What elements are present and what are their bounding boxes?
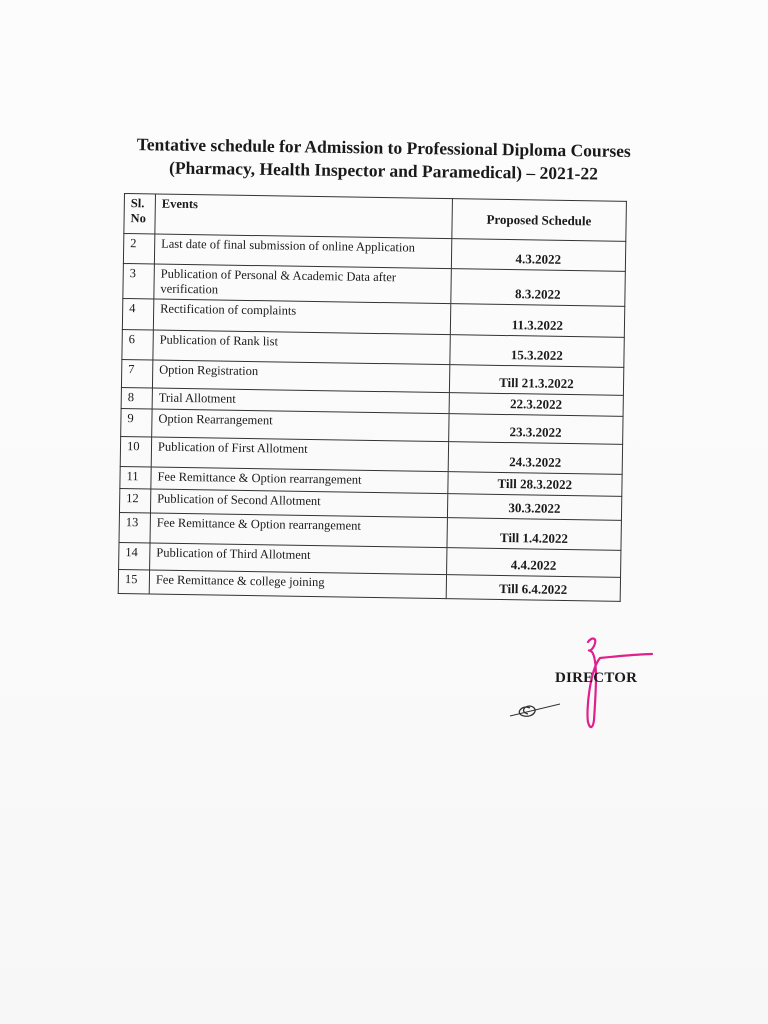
row-sl-no: 11 (120, 466, 151, 488)
row-date: Till 6.4.2022 (446, 575, 621, 602)
row-event: Publication of Rank list (153, 330, 450, 365)
row-date: 4.3.2022 (451, 239, 626, 272)
row-event: Publication of Second Allotment (150, 489, 447, 518)
row-sl-no: 3 (123, 263, 155, 298)
row-event: Last date of final submission of online Application (154, 234, 451, 269)
row-date: Till 21.3.2022 (449, 365, 624, 396)
header-events: Events (155, 194, 452, 239)
row-event: Rectification of complaints (153, 299, 450, 335)
row-date: 30.3.2022 (447, 494, 622, 521)
title-line-1: Tentative schedule for Admission to Professional Diploma Courses (136, 134, 631, 161)
document-title (59, 132, 708, 187)
row-date: 22.3.2022 (449, 393, 624, 417)
row-date: 24.3.2022 (448, 442, 623, 475)
schedule-table-container (118, 193, 627, 602)
row-date: Till 28.3.2022 (447, 472, 622, 497)
row-event: Option Rearrangement (152, 409, 449, 442)
row-sl-no: 9 (121, 408, 152, 436)
row-sl-no: 8 (121, 387, 152, 408)
row-sl-no: 12 (119, 488, 150, 512)
row-sl-no: 13 (119, 512, 150, 542)
row-date: 15.3.2022 (450, 335, 625, 368)
row-sl-no: 14 (119, 542, 150, 569)
row-sl-no: 6 (122, 329, 153, 359)
header-proposed-schedule: Proposed Schedule (451, 199, 626, 242)
row-event: Trial Allotment (152, 388, 449, 414)
row-sl-no: 10 (120, 436, 151, 466)
row-sl-no: 15 (118, 569, 149, 593)
row-sl-no: 4 (122, 298, 153, 329)
schedule-table (118, 193, 627, 602)
row-event: Publication of Personal & Academic Data after verification (154, 264, 451, 304)
director-designation: DIRECTOR (555, 670, 638, 686)
row-event: Publication of Third Allotment (150, 543, 447, 575)
row-date: 8.3.2022 (450, 269, 625, 307)
row-event: Publication of First Allotment (151, 437, 448, 472)
row-date: 4.4.2022 (446, 548, 621, 578)
row-event: Fee Remittance & Option rearrangement (150, 513, 447, 548)
row-date: Till 1.4.2022 (447, 518, 622, 551)
row-event: Option Registration (152, 360, 449, 393)
row-sl-no: 2 (123, 234, 154, 264)
row-date: 11.3.2022 (450, 304, 625, 338)
row-sl-no: 7 (121, 359, 152, 387)
title-line-2: (Pharmacy, Health Inspector and Paramedical) – 2021-22 (168, 157, 599, 184)
table-body (118, 234, 626, 602)
row-event: Fee Remittance & college joining (149, 570, 446, 599)
row-date: 23.3.2022 (448, 414, 623, 445)
header-sl-no: Sl. No (124, 194, 156, 234)
row-event: Fee Remittance & Option rearrangement (151, 467, 448, 494)
